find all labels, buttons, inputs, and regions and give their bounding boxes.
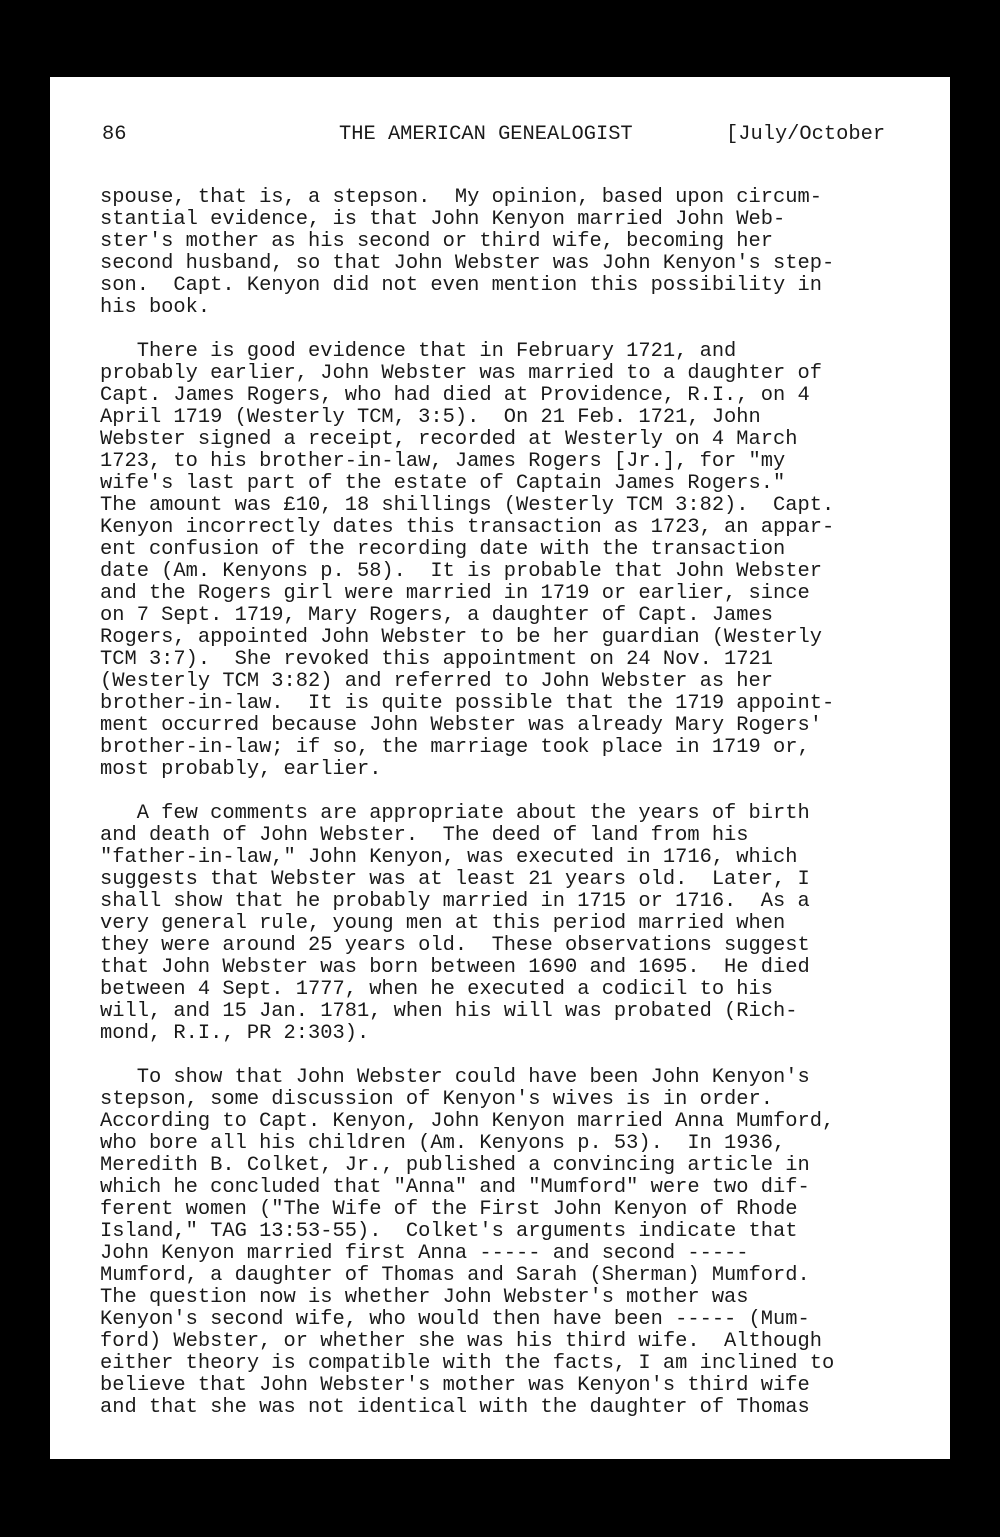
- text-line: either theory is compatible with the facts, I am inclined to: [100, 1352, 835, 1375]
- text-line: probably earlier, John Webster was married to a daughter of: [100, 362, 822, 385]
- text-line: Meredith B. Colket, Jr., published a convincing article in: [100, 1154, 810, 1177]
- document-page: [50, 77, 950, 1459]
- text-line: brother-in-law. It is quite possible that the 1719 appoint-: [100, 692, 835, 715]
- text-line: and death of John Webster. The deed of land from his: [100, 824, 749, 847]
- text-line: second husband, so that John Webster was John Kenyon's step-: [100, 252, 835, 275]
- text-line: ment occurred because John Webster was already Mary Rogers': [100, 714, 822, 737]
- page-number: 86: [102, 123, 127, 146]
- text-line: ster's mother as his second or third wife, becoming her: [100, 230, 774, 253]
- paragraph: [100, 1067, 900, 1419]
- paragraph: [100, 803, 900, 1045]
- text-line: shall show that he probably married in 1715 or 1716. As a: [100, 890, 810, 913]
- text-line: To show that John Webster could have been John Kenyon's: [100, 1066, 810, 1089]
- running-header: [102, 123, 892, 151]
- text-line: that John Webster was born between 1690 and 1695. He died: [100, 956, 810, 979]
- text-line: spouse, that is, a stepson. My opinion, based upon circum-: [100, 186, 822, 209]
- paragraph: [100, 187, 900, 319]
- text-line: very general rule, young men at this period married when: [100, 912, 786, 935]
- text-line: will, and 15 Jan. 1781, when his will was probated (Rich-: [100, 1000, 798, 1023]
- text-line: his book.: [100, 296, 211, 319]
- text-line: "father-in-law," John Kenyon, was executed in 1716, which: [100, 846, 798, 869]
- text-line: Webster signed a receipt, recorded at Westerly on 4 March: [100, 428, 798, 451]
- text-line: (Westerly TCM 3:82) and referred to John Webster as her: [100, 670, 774, 693]
- text-line: Rogers, appointed John Webster to be her guardian (Westerly: [100, 626, 822, 649]
- text-line: ent confusion of the recording date with the transaction: [100, 538, 786, 561]
- text-line: date (Am. Kenyons p. 58). It is probable that John Webster: [100, 560, 822, 583]
- text-line: most probably, earlier.: [100, 758, 382, 781]
- text-line: Kenyon incorrectly dates this transaction as 1723, an appar-: [100, 516, 835, 539]
- text-line: suggests that Webster was at least 21 years old. Later, I: [100, 868, 810, 891]
- text-line: ferent women ("The Wife of the First John Kenyon of Rhode: [100, 1198, 798, 1221]
- text-line: son. Capt. Kenyon did not even mention this possibility in: [100, 274, 822, 297]
- text-line: 1723, to his brother-in-law, James Rogers [Jr.], for "my: [100, 450, 786, 473]
- text-line: There is good evidence that in February 1721, and: [100, 340, 737, 363]
- paragraph: [100, 341, 900, 781]
- text-line: Kenyon's second wife, who would then have been ----- (Mum-: [100, 1308, 810, 1331]
- text-line: April 1719 (Westerly TCM, 3:5). On 21 Feb. 1721, John: [100, 406, 761, 429]
- text-line: wife's last part of the estate of Captain James Rogers.": [100, 472, 786, 495]
- text-line: TCM 3:7). She revoked this appointment on 24 Nov. 1721: [100, 648, 774, 671]
- text-line: believe that John Webster's mother was Kenyon's third wife: [100, 1374, 810, 1397]
- text-line: stepson, some discussion of Kenyon's wives is in order.: [100, 1088, 774, 1111]
- journal-title: THE AMERICAN GENEALOGIST: [339, 123, 633, 146]
- text-line: and that she was not identical with the daughter of Thomas: [100, 1396, 810, 1419]
- text-line: ford) Webster, or whether she was his third wife. Although: [100, 1330, 822, 1353]
- text-line: and the Rogers girl were married in 1719 or earlier, since: [100, 582, 810, 605]
- text-line: According to Capt. Kenyon, John Kenyon married Anna Mumford,: [100, 1110, 835, 1133]
- text-line: they were around 25 years old. These observations suggest: [100, 934, 810, 957]
- text-line: The question now is whether John Webster's mother was: [100, 1286, 749, 1309]
- text-line: mond, R.I., PR 2:303).: [100, 1022, 370, 1045]
- text-line: stantial evidence, is that John Kenyon married John Web-: [100, 208, 786, 231]
- text-line: Capt. James Rogers, who had died at Providence, R.I., on 4: [100, 384, 810, 407]
- text-line: on 7 Sept. 1719, Mary Rogers, a daughter of Capt. James: [100, 604, 774, 627]
- text-line: John Kenyon married first Anna ----- and second -----: [100, 1242, 749, 1265]
- text-line: between 4 Sept. 1777, when he executed a codicil to his: [100, 978, 774, 1001]
- text-line: A few comments are appropriate about the years of birth: [100, 802, 810, 825]
- text-line: brother-in-law; if so, the marriage took place in 1719 or,: [100, 736, 810, 759]
- body-text: [100, 187, 900, 1441]
- issue-label: [July/October: [726, 123, 886, 146]
- text-line: Island," TAG 13:53-55). Colket's arguments indicate that: [100, 1220, 798, 1243]
- text-line: who bore all his children (Am. Kenyons p. 53). In 1936,: [100, 1132, 786, 1155]
- text-line: The amount was £10, 18 shillings (Westerly TCM 3:82). Capt.: [100, 494, 835, 517]
- text-line: Mumford, a daughter of Thomas and Sarah (Sherman) Mumford.: [100, 1264, 810, 1287]
- text-line: which he concluded that "Anna" and "Mumford" were two dif-: [100, 1176, 810, 1199]
